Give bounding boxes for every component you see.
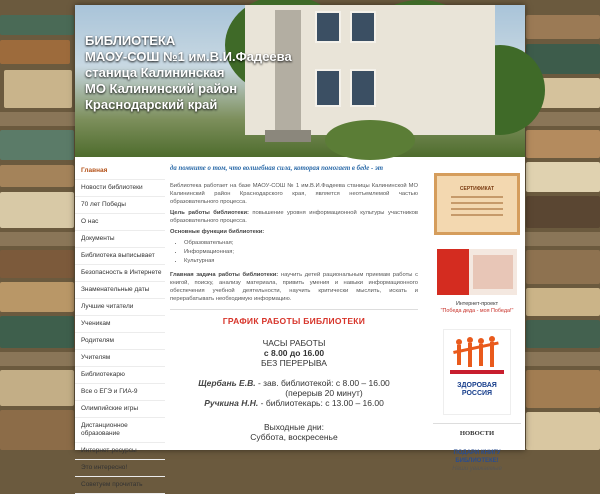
functions-label <box>170 228 418 236</box>
healthy-line-1: ЗДОРОВАЯ <box>457 382 497 389</box>
staff2-text: - библиотекарь: с 13.00 – 16.00 <box>258 398 384 408</box>
header-banner <box>75 5 525 157</box>
sidebar-item-internet-resources[interactable]: Интернет-ресурсы <box>75 443 165 460</box>
days-off-value: Суббота, воскресенье <box>250 432 338 442</box>
donate-book-promo[interactable] <box>433 449 521 473</box>
promo-line-1: ПОДАРИ КНИГУ <box>453 450 501 456</box>
title-line: Краснодарский край <box>85 97 218 112</box>
task-text: научить детей рациональным приемам работы с книгой, поиску, анализу материала, привить умения и навыки информационного обеспечения учебной деятельности, научить критически мыслить, искать и перерабатывать необходимую информацию. <box>170 272 418 302</box>
main-content <box>170 165 418 442</box>
task-paragraph <box>170 271 418 303</box>
staff-line-2 <box>170 398 418 408</box>
staff1-text: - зав. библиотекой: с 8.00 – 16.00 <box>255 378 390 388</box>
sidebar-item-recommended[interactable]: Советуем прочитать <box>75 477 165 494</box>
staff1-name: Щербань Е.В. <box>198 378 256 388</box>
sidebar-item-olympics[interactable]: Олимпийские игры <box>75 401 165 418</box>
news-heading: НОВОСТИ <box>433 423 521 437</box>
list-item: • Информационная; <box>184 248 418 257</box>
site-title <box>85 33 292 113</box>
intro-paragraph: Библиотека работает на базе МАОУ-СОШ № 1 им.В.И.Фадеева станицы Калининской МО Калининский район Краснодарского края, является неотъемлемой частью образовательного процесса. <box>170 183 418 205</box>
list-item: • Образовательная; <box>184 239 418 248</box>
staff2-name: Ручкина Н.Н. <box>204 398 259 408</box>
project-name-link[interactable]: "Победа деда - моя Победа!" <box>440 308 514 314</box>
sidebar-item-students[interactable]: Ученикам <box>75 316 165 333</box>
sidebar-item-victory-70[interactable]: 70 лет Победы <box>75 197 165 214</box>
title-line: станица Калининская <box>85 65 225 80</box>
victory-project-banner[interactable] <box>437 249 517 295</box>
functions-label-text: Основные функции библиотеки: <box>170 229 265 235</box>
certificate-title: СЕРТИФИКАТ <box>459 186 495 192</box>
sidebar-item-teachers[interactable]: Учителям <box>75 350 165 367</box>
sidebar-item-parents[interactable]: Родителям <box>75 333 165 350</box>
sidebar-item-about[interactable]: О нас <box>75 214 165 231</box>
title-line: МАОУ-СОШ №1 им.В.И.Фадеева <box>85 49 292 64</box>
sidebar-item-interesting[interactable]: Это интересно! <box>75 460 165 477</box>
staff1-break: (перерыв 20 минут) <box>285 388 363 398</box>
sidebar-item-exams[interactable]: Все о ЕГЭ и ГИА-9 <box>75 384 165 401</box>
sidebar-item-documents[interactable]: Документы <box>75 231 165 248</box>
sidebar-item-best-readers[interactable]: Лучшие читатели <box>75 299 165 316</box>
list-item: • Культурная <box>184 257 418 266</box>
sidebar-item-subscriptions[interactable]: Библиотека выписывает <box>75 248 165 265</box>
page-container <box>75 5 525 488</box>
healthy-line-2: РОССИЯ <box>461 390 493 397</box>
goal-paragraph <box>170 209 418 225</box>
schedule-title: ГРАФИК РАБОТЫ БИБЛИОТЕКИ <box>222 316 366 326</box>
divider <box>170 309 418 310</box>
title-line: БИБЛИОТЕКА <box>85 33 176 48</box>
sidebar-item-dates[interactable]: Знаменательные даты <box>75 282 165 299</box>
project-caption <box>433 301 521 315</box>
sidebar-nav <box>75 163 165 494</box>
certificate-image[interactable] <box>434 173 520 235</box>
break-label: БЕЗ ПЕРЕРЫВА <box>261 358 327 368</box>
promo-sub: Наши уважаемые <box>452 466 502 472</box>
sidebar-item-distance-learning[interactable]: Дистанционное образование <box>75 418 165 443</box>
schedule-block <box>170 316 418 442</box>
task-label: Главная задача работы библиотеки: <box>170 272 279 278</box>
hours-value: с 8.00 до 16.00 <box>263 348 325 358</box>
days-off-label: Выходные дни: <box>263 422 325 432</box>
sidebar-item-internet-safety[interactable]: Безопасность в Интернете <box>75 265 165 282</box>
sidebar-item-home[interactable]: Главная <box>75 163 165 180</box>
goal-text: повышение уровня информационной культуры участников образовательного процесса. <box>170 210 418 224</box>
goal-label: Цель работы библиотеки: <box>170 210 249 216</box>
hours-label: ЧАСЫ РАБОТЫ <box>262 338 326 348</box>
sidebar-item-library-news[interactable]: Новости библиотеки <box>75 180 165 197</box>
people-icon <box>450 336 504 376</box>
marquee-quote: да помните о том, что волшебная сила, которая помогает в беде - эт <box>170 165 383 172</box>
project-caption-text: Интернет-проект <box>455 301 499 307</box>
right-sidebar <box>433 163 521 473</box>
staff-line-1 <box>170 378 418 388</box>
title-line: МО Калининский район <box>85 81 238 96</box>
functions-list <box>184 239 418 266</box>
promo-line-2: БИБЛИОТЕКЕ! <box>455 458 499 464</box>
healthy-russia-banner[interactable] <box>443 329 511 415</box>
sidebar-item-librarian[interactable]: Библиотекарю <box>75 367 165 384</box>
healthy-russia-text <box>444 382 510 398</box>
